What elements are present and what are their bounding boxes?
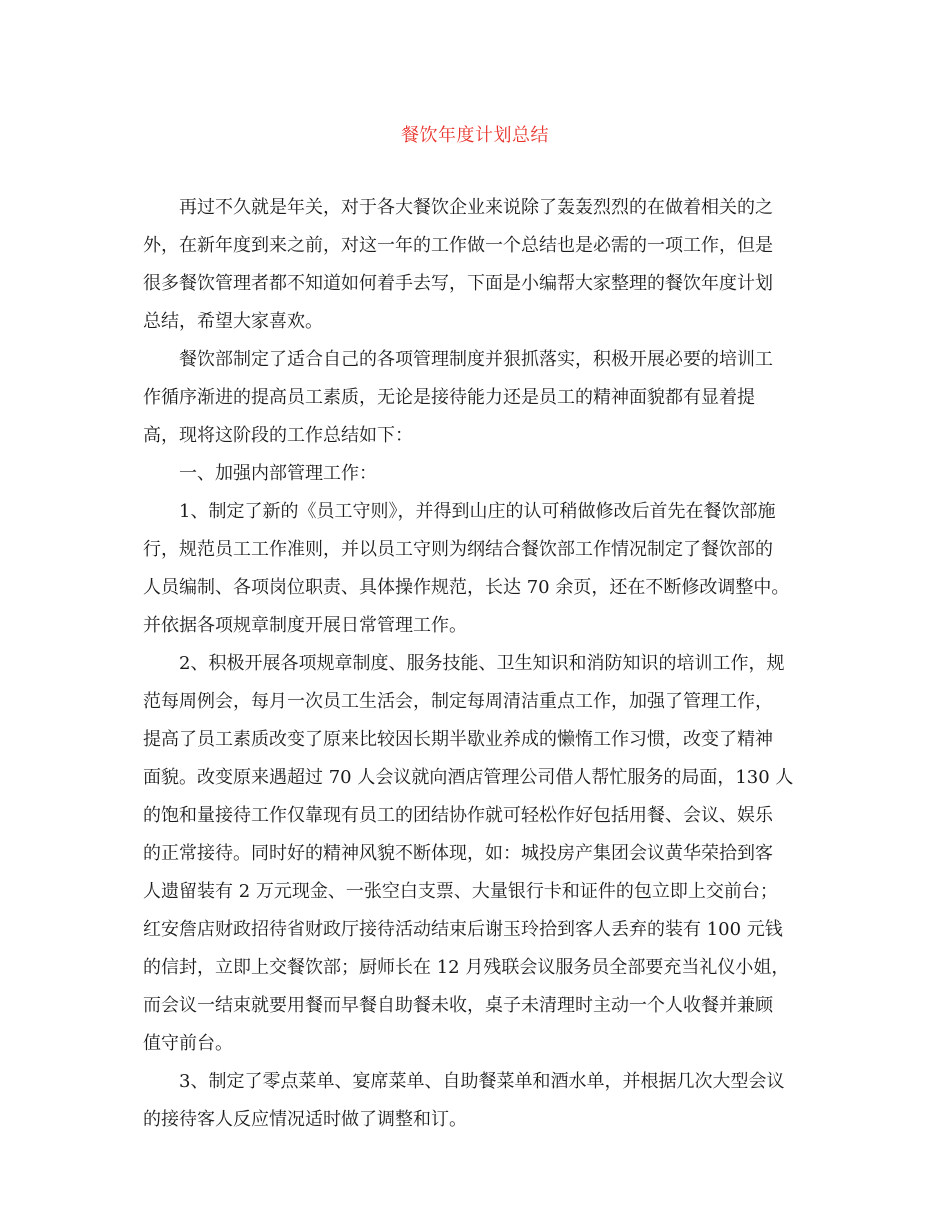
document-body	[143, 193, 813, 1143]
paragraph-line: 的接待客人反应情况适时做了调整和订。	[143, 1109, 467, 1130]
section-heading: 一、加强内部管理工作：	[179, 463, 377, 484]
paragraph-line: 很多餐饮管理者都不知道如何着手去写，下面是小编帮大家整理的餐饮年度计划	[143, 273, 773, 294]
paragraph-line: 范每周例会，每月一次员工生活会，制定每周清洁重点工作，加强了管理工作，	[143, 691, 773, 712]
document-title: 餐饮年度计划总结	[401, 125, 549, 146]
paragraph-line: 1、制定了新的《员工守则》，并得到山庄的认可稍做修改后首先在餐饮部施	[179, 501, 776, 522]
paragraph-line: 外，在新年度到来之前，对这一年的工作做一个总结也是必需的一项工作，但是	[143, 235, 773, 256]
paragraph-line: 的饱和量接待工作仅靠现有员工的团结协作就可轻松作好包括用餐、会议、娱乐	[143, 805, 773, 826]
paragraph-line: 总结，希望大家喜欢。	[143, 311, 323, 332]
paragraph-line: 3、制定了零点菜单、宴席菜单、自助餐菜单和酒水单，并根据几次大型会议	[179, 1071, 785, 1092]
paragraph-line: 作循序渐进的提高员工素质，无论是接待能力还是员工的精神面貌都有显着提	[143, 387, 755, 408]
paragraph-line: 红安詹店财政招待省财政厅接待活动结束后谢玉玲拾到客人丢弃的装有 100 元钱	[143, 919, 783, 940]
paragraph-line: 值守前台。	[143, 1033, 233, 1054]
paragraph-line: 再过不久就是年关，对于各大餐饮企业来说除了轰轰烈烈的在做着相关的之	[179, 197, 773, 218]
paragraph-line: 并依据各项规章制度开展日常管理工作。	[143, 615, 467, 636]
paragraph-line: 面貌。改变原来遇超过 70 人会议就向酒店管理公司借人帮忙服务的局面，130 人	[143, 767, 794, 788]
paragraph-line: 而会议一结束就要用餐而早餐自助餐未收，桌子未清理时主动一个人收餐并兼顾	[143, 995, 773, 1016]
paragraph-line: 提高了员工素质改变了原来比较因长期半歇业养成的懒惰工作习惯，改变了精神	[143, 729, 773, 750]
paragraph-line: 高，现将这阶段的工作总结如下：	[143, 425, 413, 446]
paragraph-line: 餐饮部制定了适合自己的各项管理制度并狠抓落实，积极开展必要的培训工	[179, 349, 773, 370]
paragraph-line: 2、积极开展各项规章制度、服务技能、卫生知识和消防知识的培训工作，规	[179, 653, 785, 674]
paragraph-line: 人员编制、各项岗位职责、具体操作规范，长达 70 余页，还在不断修改调整中。	[143, 577, 790, 598]
paragraph-line: 的信封，立即上交餐饮部；厨师长在 12 月残联会议服务员全部要充当礼仪小姐，	[143, 957, 790, 978]
paragraph-line: 人遗留装有 2 万元现金、一张空白支票、大量银行卡和证件的包立即上交前台；	[143, 881, 778, 902]
paragraph-line: 行，规范员工工作准则，并以员工守则为纲结合餐饮部工作情况制定了餐饮部的	[143, 539, 773, 560]
paragraph-line: 的正常接待。同时好的精神风貌不断体现，如：城投房产集团会议黄华荣拾到客	[143, 843, 773, 864]
